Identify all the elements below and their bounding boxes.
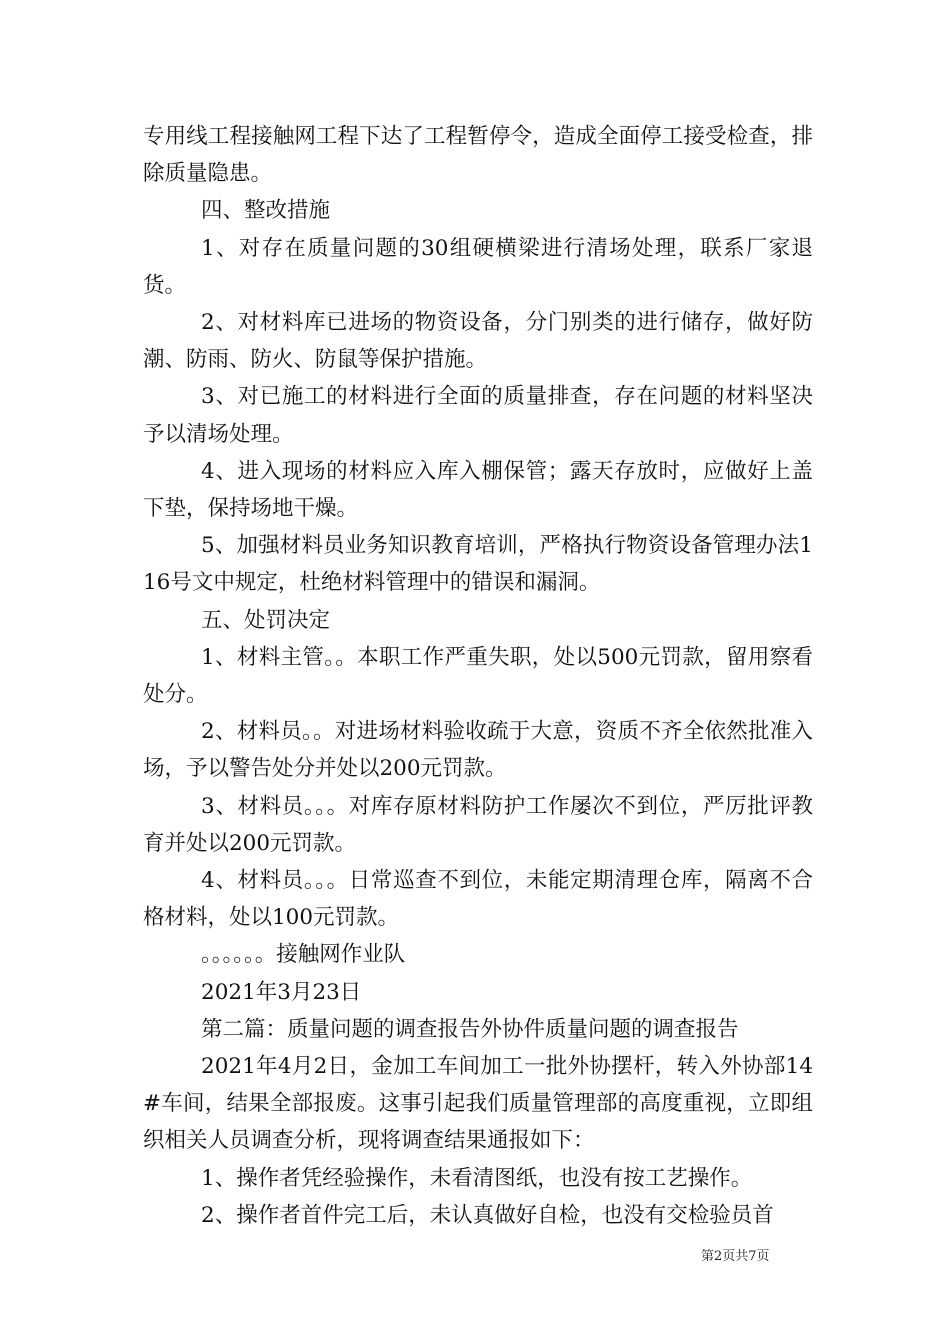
signature-date: 2021年3月23日: [201, 979, 362, 1005]
paragraph-penalty-4: 4、材料员。。。日常巡查不到位，未能定期清理仓库，隔离不合格材料，处以100元罚款。: [143, 868, 813, 931]
paragraph-finding-2: 2、操作者首件完工后，未认真做好自检，也没有交检验员首: [201, 1202, 774, 1228]
paragraph-measure-3: 3、对已施工的材料进行全面的质量排查，存在问题的材料坚决予以清场处理。: [143, 384, 813, 447]
paragraph-penalty-3: 3、材料员。。。对库存原材料防护工作屡次不到位，严厉批评教育并处以200元罚款。: [143, 793, 813, 856]
paragraph-report-intro: 2021年4月2日，金加工车间加工一批外协摆杆，转入外协部14#车间，结果全部报废。这事引起我们质量管理部的高度重视，立即组织相关人员调查分析，现将调查结果通报如下：: [143, 1054, 813, 1154]
paragraph-1: 专用线工程接触网工程下达了工程暂停令，造成全面停工接受检查，排除质量隐患。: [143, 124, 813, 187]
paragraph-measure-5: 5、加强材料员业务知识教育培训，严格执行物资设备管理办法116号文中规定，杜绝材料管理中的错误和漏洞。: [143, 533, 813, 596]
paragraph-penalty-1: 1、材料主管。。本职工作严重失职，处以500元罚款，留用察看处分。: [143, 644, 813, 708]
chapter-title-second: 第二篇：质量问题的调查报告外协件质量问题的调查报告: [201, 1016, 739, 1042]
paragraph-penalty-2: 2、材料员。。对进场材料验收疏于大意，资质不齐全依然批准入场，予以警告处分并处以200元罚款。: [143, 719, 813, 782]
page-number-footer: 第2页共7页: [701, 1249, 770, 1264]
section-heading-rectification: 四、整改措施: [201, 198, 331, 224]
document-body: [143, 118, 813, 1234]
paragraph-finding-1: 1、操作者凭经验操作，未看清图纸，也没有按工艺操作。: [201, 1165, 753, 1191]
signature-team: 。。。。。。接触网作业队: [201, 942, 406, 968]
section-heading-penalty: 五、处罚决定: [201, 607, 331, 633]
paragraph-measure-2: 2、对材料库已进场的物资设备，分门别类的进行储存，做好防潮、防雨、防火、防鼠等保护措施。: [143, 310, 813, 373]
paragraph-measure-4: 4、进入现场的材料应入库入棚保管；露天存放时，应做好上盖下垫，保持场地干燥。: [143, 458, 813, 522]
paragraph-measure-1: 1、对存在质量问题的30组硬横梁进行清场处理，联系厂家退货。: [143, 235, 813, 298]
